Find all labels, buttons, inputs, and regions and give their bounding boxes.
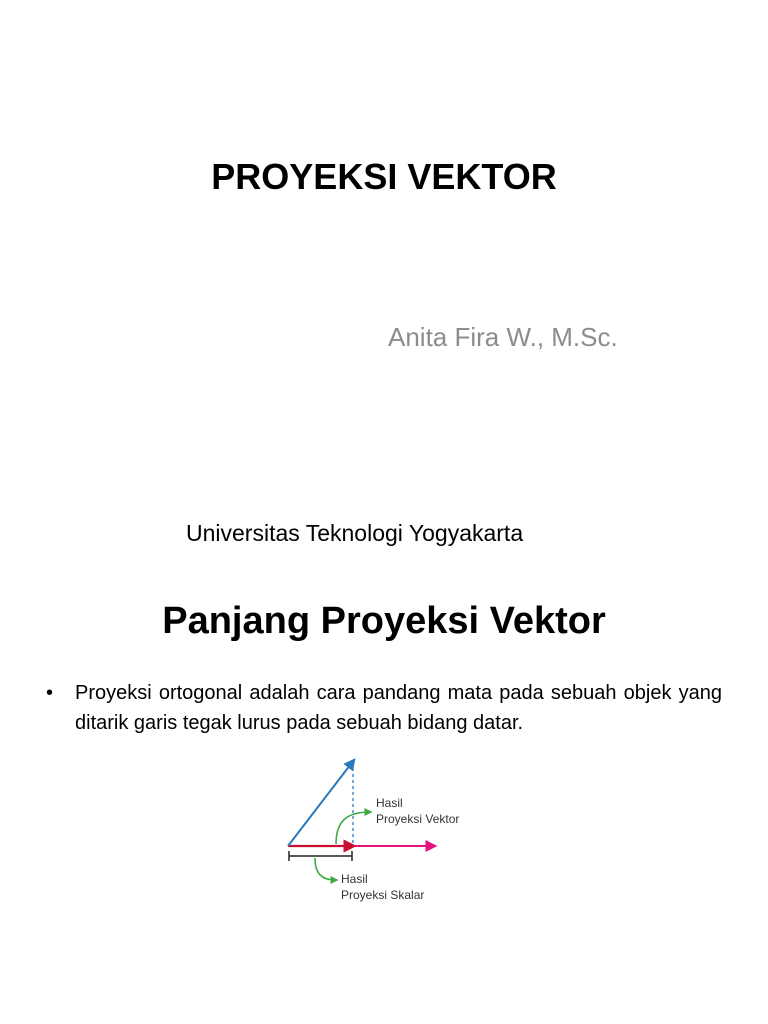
vector-label-line2: Proyeksi Vektor	[376, 812, 460, 826]
section-title: Panjang Proyeksi Vektor	[162, 600, 606, 642]
slide-title: PROYEKSI VEKTOR	[211, 156, 557, 197]
author-name: Anita Fira W., M.Sc.	[388, 322, 618, 352]
bullet-marker: •	[46, 682, 54, 704]
scalar-length-bar	[289, 851, 352, 861]
university-name: Universitas Teknologi Yogyakarta	[186, 520, 524, 546]
vector-label-line1: Hasil	[376, 796, 403, 810]
scalar-callout-arrow	[315, 858, 336, 880]
bullet-item	[46, 678, 722, 738]
scalar-label-line1: Hasil	[341, 872, 368, 886]
vector-projection-diagram	[270, 748, 490, 908]
scalar-label-line2: Proyeksi Skalar	[341, 888, 425, 902]
bullet-text: Proyeksi ortogonal adalah cara pandang mata pada sebuah objek yang ditarik garis tegak lurus pada sebuah bidang datar.	[75, 682, 722, 734]
diagram-svg	[270, 748, 490, 908]
vector-a-arrow	[288, 760, 354, 846]
